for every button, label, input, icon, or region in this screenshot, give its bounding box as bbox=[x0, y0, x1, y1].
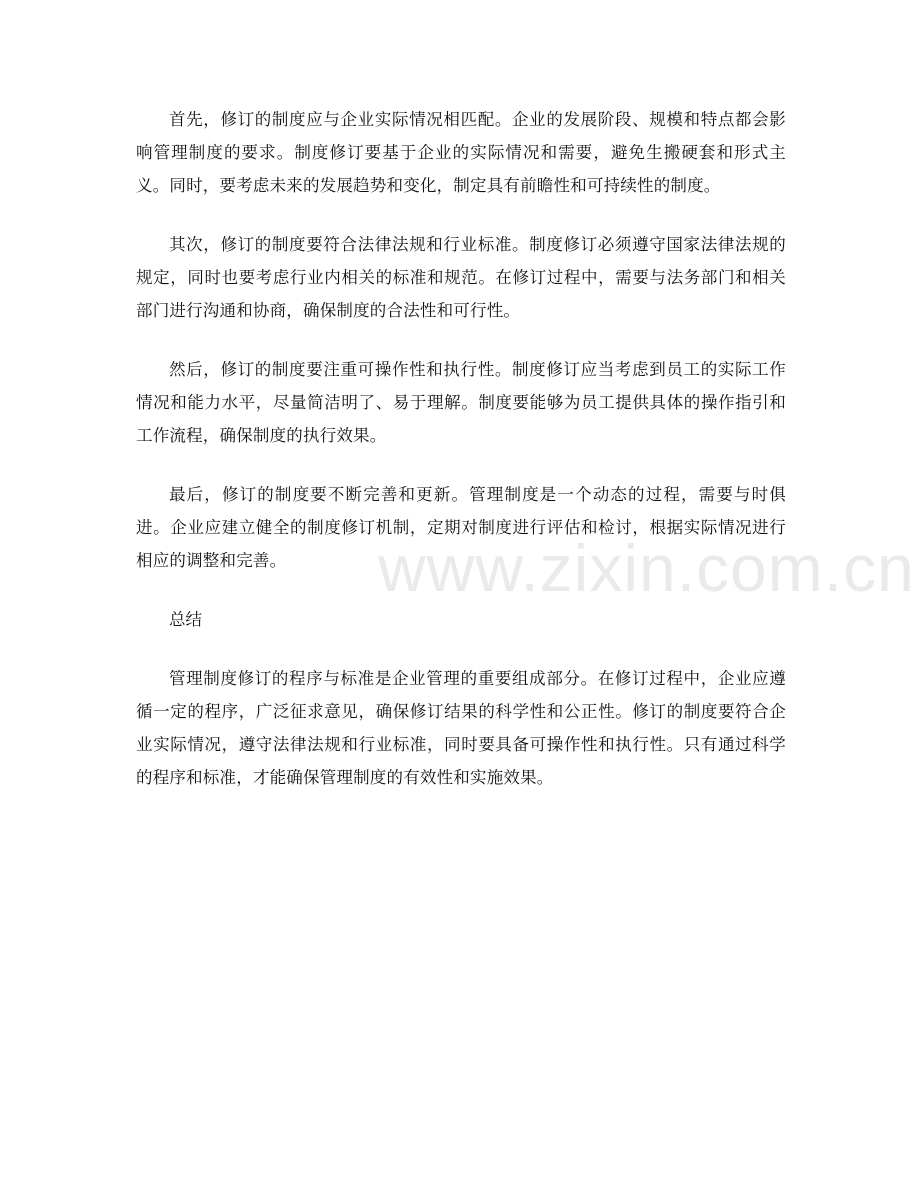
summary-heading: 总结 bbox=[169, 610, 202, 629]
paragraph-first: 首先，修订的制度应与企业实际情况相匹配。企业的发展阶段、规模和特点都会影响管理制度的要求。制度修订要基于企业的实际情况和需要，避免生搬硬套和形式主义。同时，要考虑未来的发展趋势和变化，制定具有前瞻性和可持续性的制度。 bbox=[136, 110, 786, 195]
paragraph-fourth: 最后，修订的制度要不断完善和更新。管理制度是一个动态的过程，需要与时俱进。企业应建立健全的制度修订机制，定期对制度进行评估和检讨，根据实际情况进行相应的调整和完善。 bbox=[136, 485, 786, 570]
watermark: www.zixin.com.cn bbox=[378, 531, 915, 605]
paragraph-second: 其次，修订的制度要符合法律法规和行业标准。制度修订必须遵守国家法律法规的规定，同时也要考虑行业内相关的标准和规范。在修订过程中，需要与法务部门和相关部门进行沟通和协商，确保制度的合法性和可行性。 bbox=[136, 235, 786, 320]
summary-paragraph: 管理制度修订的程序与标准是企业管理的重要组成部分。在修订过程中，企业应遵循一定的程序，广泛征求意见，确保修订结果的科学性和公正性。修订的制度要符合企业实际情况，遵守法律法规和行业标准，同时要具备可操作性和执行性。只有通过科学的程序和标准，才能确保管理制度的有效性和实施效果。 bbox=[136, 669, 786, 787]
paragraph-third: 然后，修订的制度要注重可操作性和执行性。制度修订应当考虑到员工的实际工作情况和能力水平，尽量简洁明了、易于理解。制度要能够为员工提供具体的操作指引和工作流程，确保制度的执行效果。 bbox=[136, 360, 786, 445]
document-body bbox=[136, 103, 786, 820]
